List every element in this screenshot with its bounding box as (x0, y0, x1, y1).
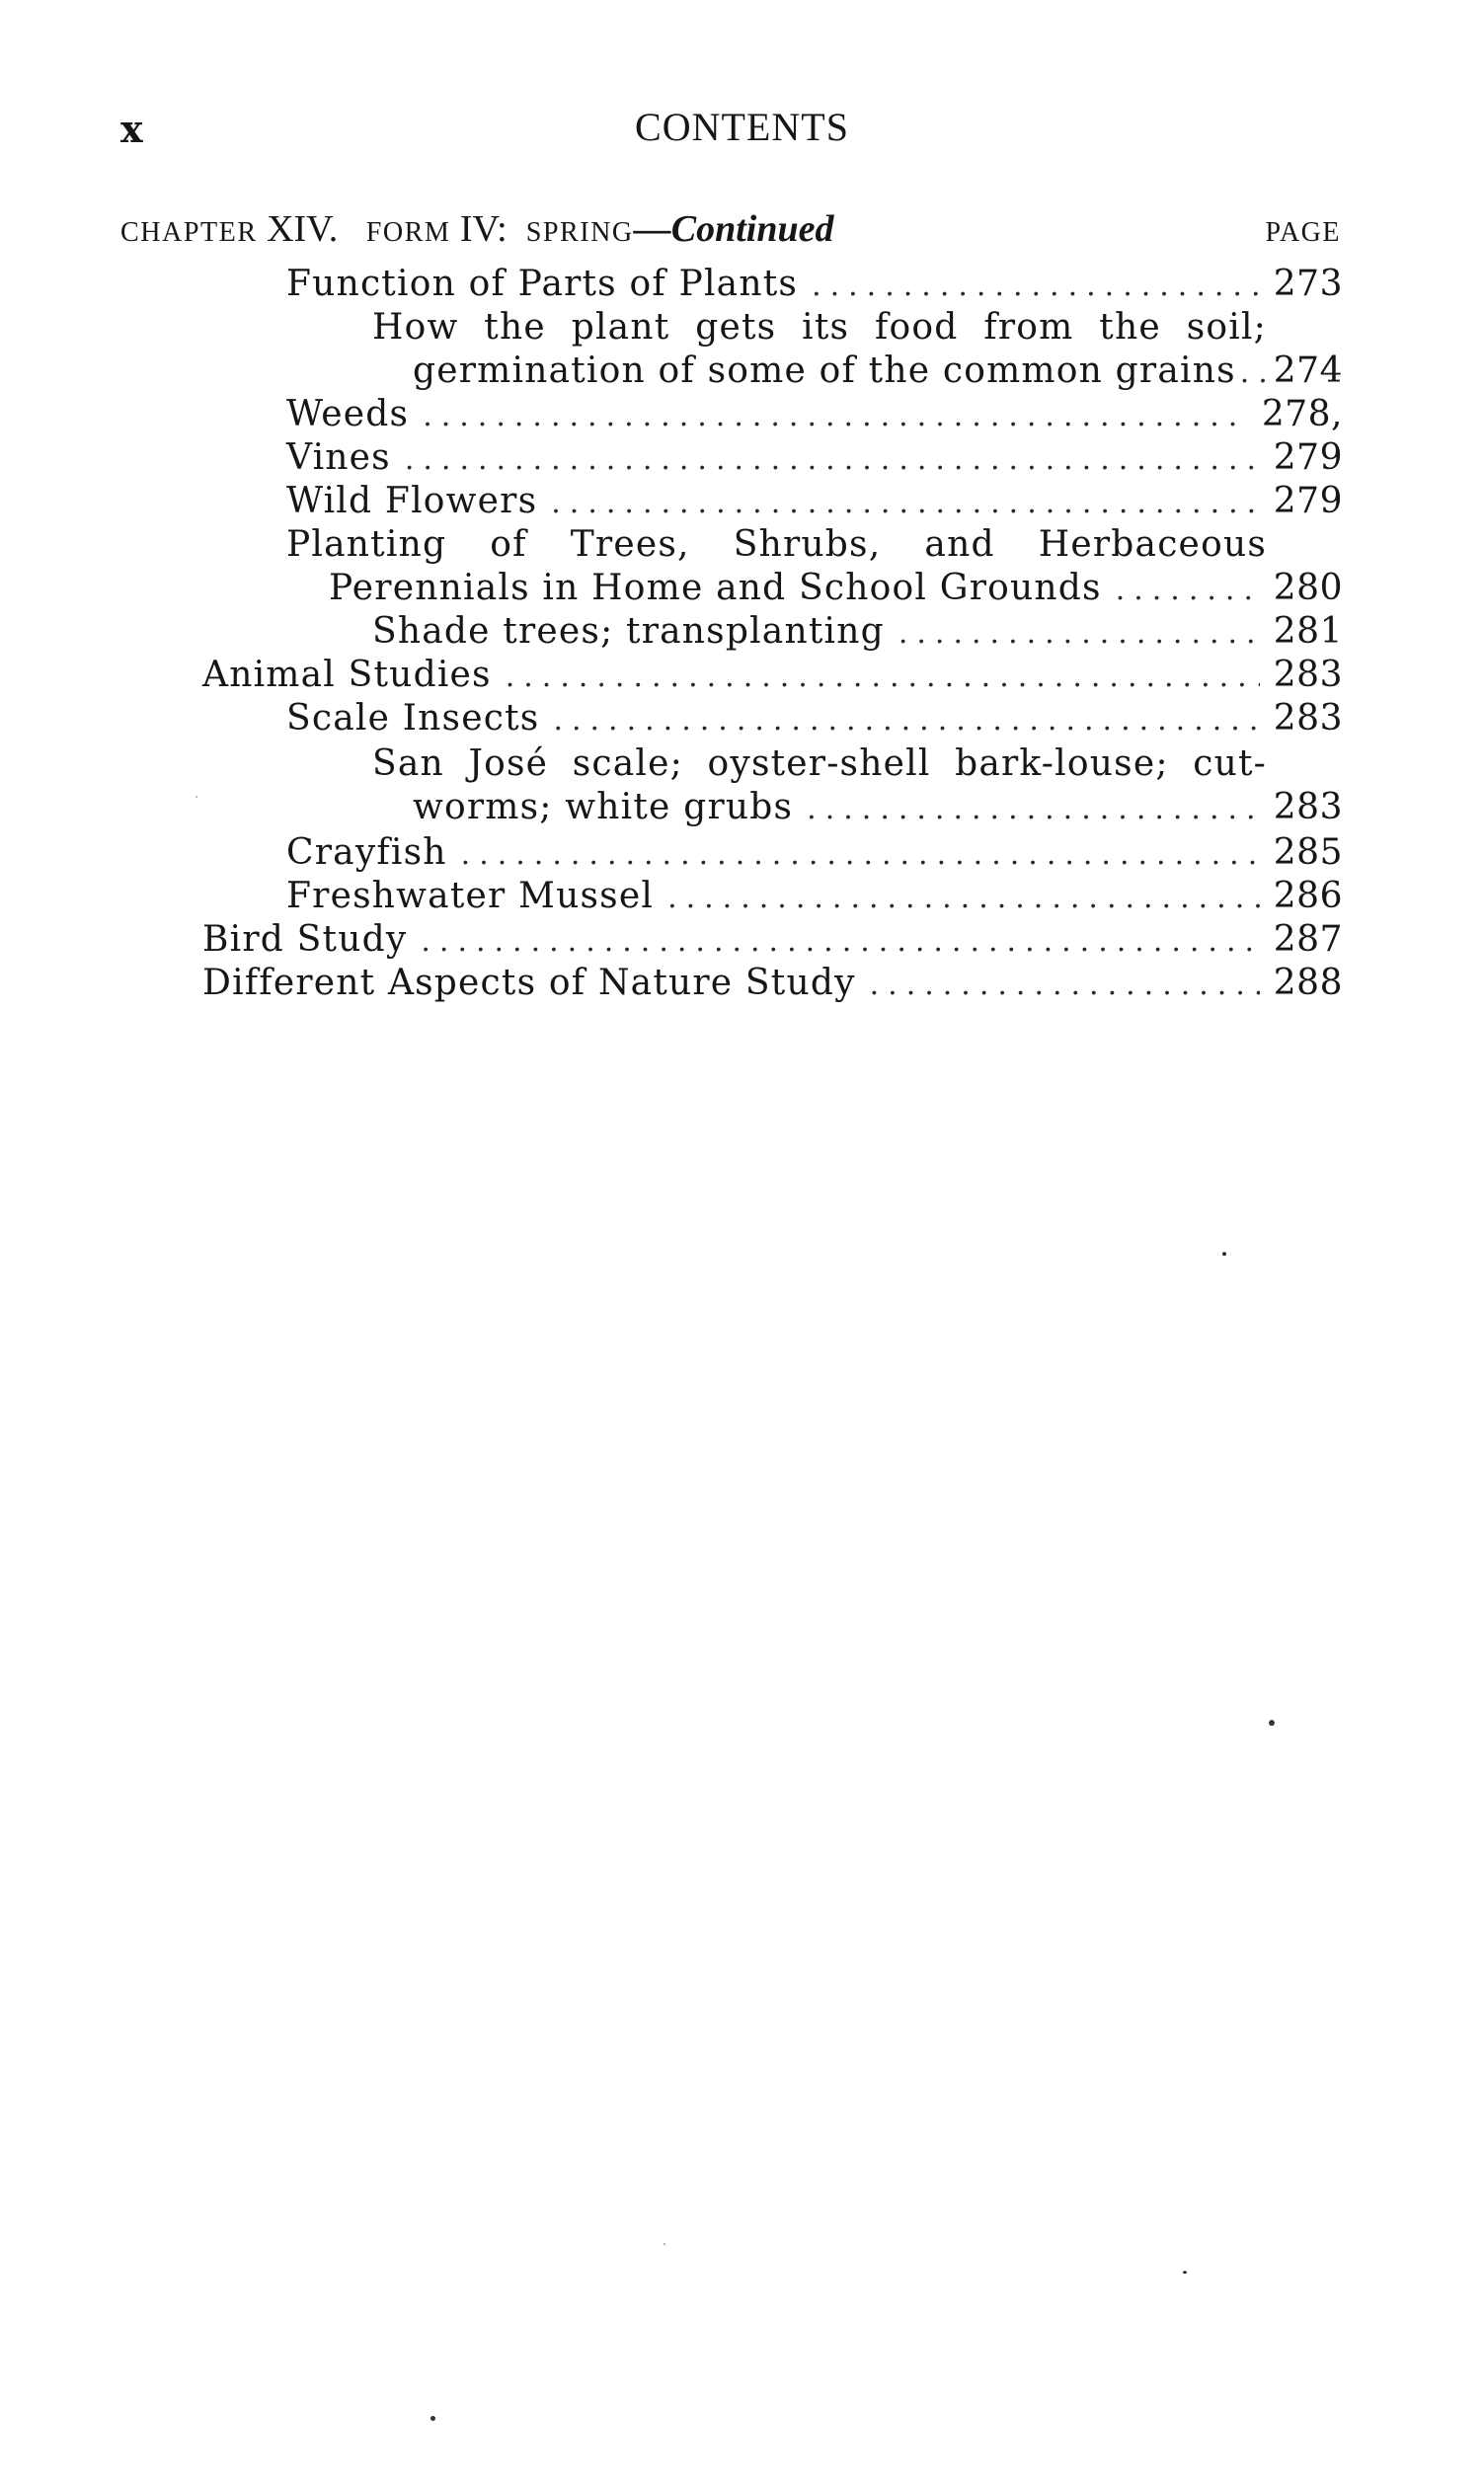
toc-entry-label: worms; white grubs (413, 787, 794, 827)
chapter-heading (120, 205, 1341, 253)
dot-leader (506, 656, 1260, 699)
toc-entry-vines (286, 436, 1343, 480)
toc-entry-line: San José scale; oyster-shell bark-louse; cut- (372, 743, 1267, 784)
toc-entry-page: 273 (1273, 264, 1343, 304)
toc-entry-wild-flowers (286, 480, 1343, 523)
toc-entry-page: 288 (1273, 963, 1343, 1003)
toc-entry-label: Vines (286, 437, 391, 478)
dot-leader (461, 833, 1260, 877)
toc-entry-page: 283 (1273, 787, 1343, 827)
dot-leader (405, 438, 1260, 482)
toc-entry-page: 285 (1273, 832, 1343, 873)
page-number-roman: x (120, 107, 143, 151)
dot-leader (812, 265, 1260, 308)
toc-entry-page: 279 (1273, 481, 1343, 521)
toc-entry-shade-trees (372, 610, 1343, 654)
toc-entry-page: 283 (1273, 698, 1343, 739)
scan-speck (1183, 2271, 1187, 2274)
toc-entry-page: 281 (1273, 611, 1343, 652)
page-title: CONTENTS (635, 105, 849, 149)
toc-entry-page: 279 (1273, 437, 1343, 478)
toc-entry-cutworms (413, 786, 1343, 829)
toc-entry-scale-insects (286, 697, 1343, 740)
toc-entry-crayfish (286, 831, 1343, 875)
toc-entry-function-of-parts (286, 263, 1343, 306)
toc-entry-label: Scale Insects (286, 698, 540, 739)
toc-entry-line: How the plant gets its food from the soil; (372, 307, 1267, 348)
dot-leader (667, 877, 1260, 920)
dot-leader (423, 395, 1248, 438)
dot-leader (870, 964, 1260, 1007)
scan-speck (1222, 1252, 1226, 1256)
toc-entry-label: Crayfish (286, 832, 447, 873)
dot-leader (1116, 569, 1260, 612)
toc-entry-page: 287 (1273, 919, 1343, 960)
toc-entry-different-aspects (202, 962, 1343, 1005)
toc-entry-label: germination of some of the common grains (413, 350, 1236, 391)
toc-entry-label: Function of Parts of Plants (286, 264, 799, 304)
toc-entry-label: Bird Study (202, 919, 408, 960)
toc-entry-page: 286 (1273, 876, 1343, 916)
scan-speck (664, 2243, 665, 2245)
toc-entry-page: 274 (1273, 350, 1343, 391)
toc-entry-line: Planting of Trees, Shrubs, and Herbaceous (286, 524, 1267, 565)
scan-speck (195, 796, 197, 798)
page-column-heading: PAGE (1265, 217, 1341, 248)
toc-entry-label: Different Aspects of Nature Study (202, 963, 856, 1003)
toc-entry-bird-study (202, 918, 1343, 962)
form-label: FORM (365, 217, 451, 248)
toc-entry-label: Wild Flowers (286, 481, 538, 521)
chapter-number: XIV. (267, 208, 339, 250)
toc-entry-label: Weeds (286, 394, 410, 434)
toc-entry-label: Shade trees; transplanting (372, 611, 885, 652)
dot-leader (553, 699, 1259, 742)
dot-leader (551, 482, 1260, 525)
toc-entry-page: 283 (1273, 655, 1343, 695)
toc-entry-weeds (286, 393, 1343, 436)
toc-entry-perennials (329, 567, 1343, 610)
continued-label: —Continued (633, 208, 834, 250)
dot-leader (1240, 351, 1270, 395)
dot-leader (898, 612, 1260, 656)
form-number: IV: (459, 208, 508, 250)
toc-entry-page: 278, (1261, 394, 1343, 434)
scan-speck (430, 2416, 435, 2421)
dot-leader (421, 920, 1259, 964)
chapter-prefix: CHAPTER (120, 217, 258, 248)
toc-entry-germination (413, 350, 1343, 393)
toc-entry-label: Perennials in Home and School Grounds (329, 568, 1102, 608)
toc-entry-label: Freshwater Mussel (286, 876, 655, 916)
toc-entry-label: Animal Studies (202, 655, 492, 695)
scan-speck (1269, 1720, 1275, 1726)
toc-entry-freshwater-mussel (286, 875, 1343, 918)
toc-entry-animal-studies (202, 654, 1343, 697)
season-label: SPRING (525, 217, 634, 248)
toc-entry-page: 280 (1273, 568, 1343, 608)
dot-leader (807, 788, 1260, 831)
